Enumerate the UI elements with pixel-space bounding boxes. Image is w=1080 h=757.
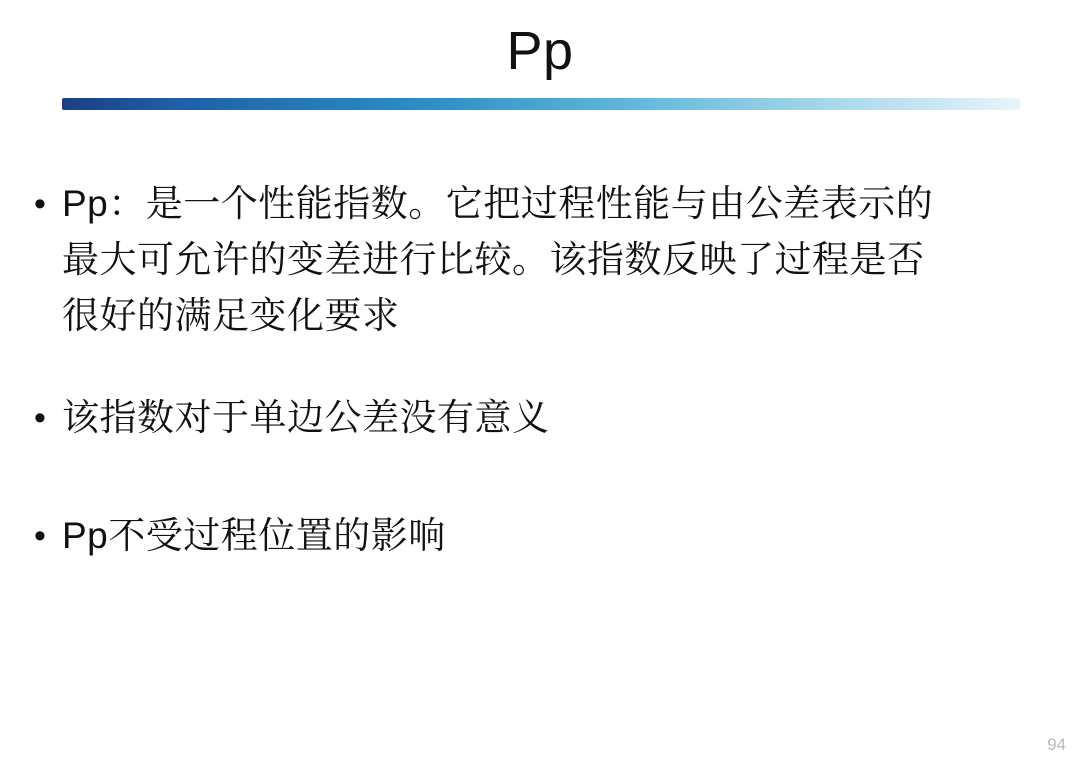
- list-item: [18, 508, 1040, 564]
- bullet-marker: •: [34, 399, 46, 437]
- list-item: [18, 390, 1040, 446]
- bullet-marker: •: [34, 517, 46, 555]
- bullet-text: Pp不受过程位置的影响: [62, 515, 446, 556]
- bullet-text: Pp：是一个性能指数。它把过程性能与由公差表示的最大可允许的变差进行比较。该指数反映了过程是否很好的满足变化要求: [62, 183, 934, 336]
- slide-body: [0, 176, 1080, 570]
- bullet-marker: •: [34, 185, 46, 223]
- title-divider: [62, 98, 1020, 110]
- bullet-text: 该指数对于单边公差没有意义: [62, 397, 550, 438]
- list-item: [18, 176, 1040, 344]
- page-number: 94: [1047, 735, 1066, 754]
- page-title: Pp: [506, 21, 574, 81]
